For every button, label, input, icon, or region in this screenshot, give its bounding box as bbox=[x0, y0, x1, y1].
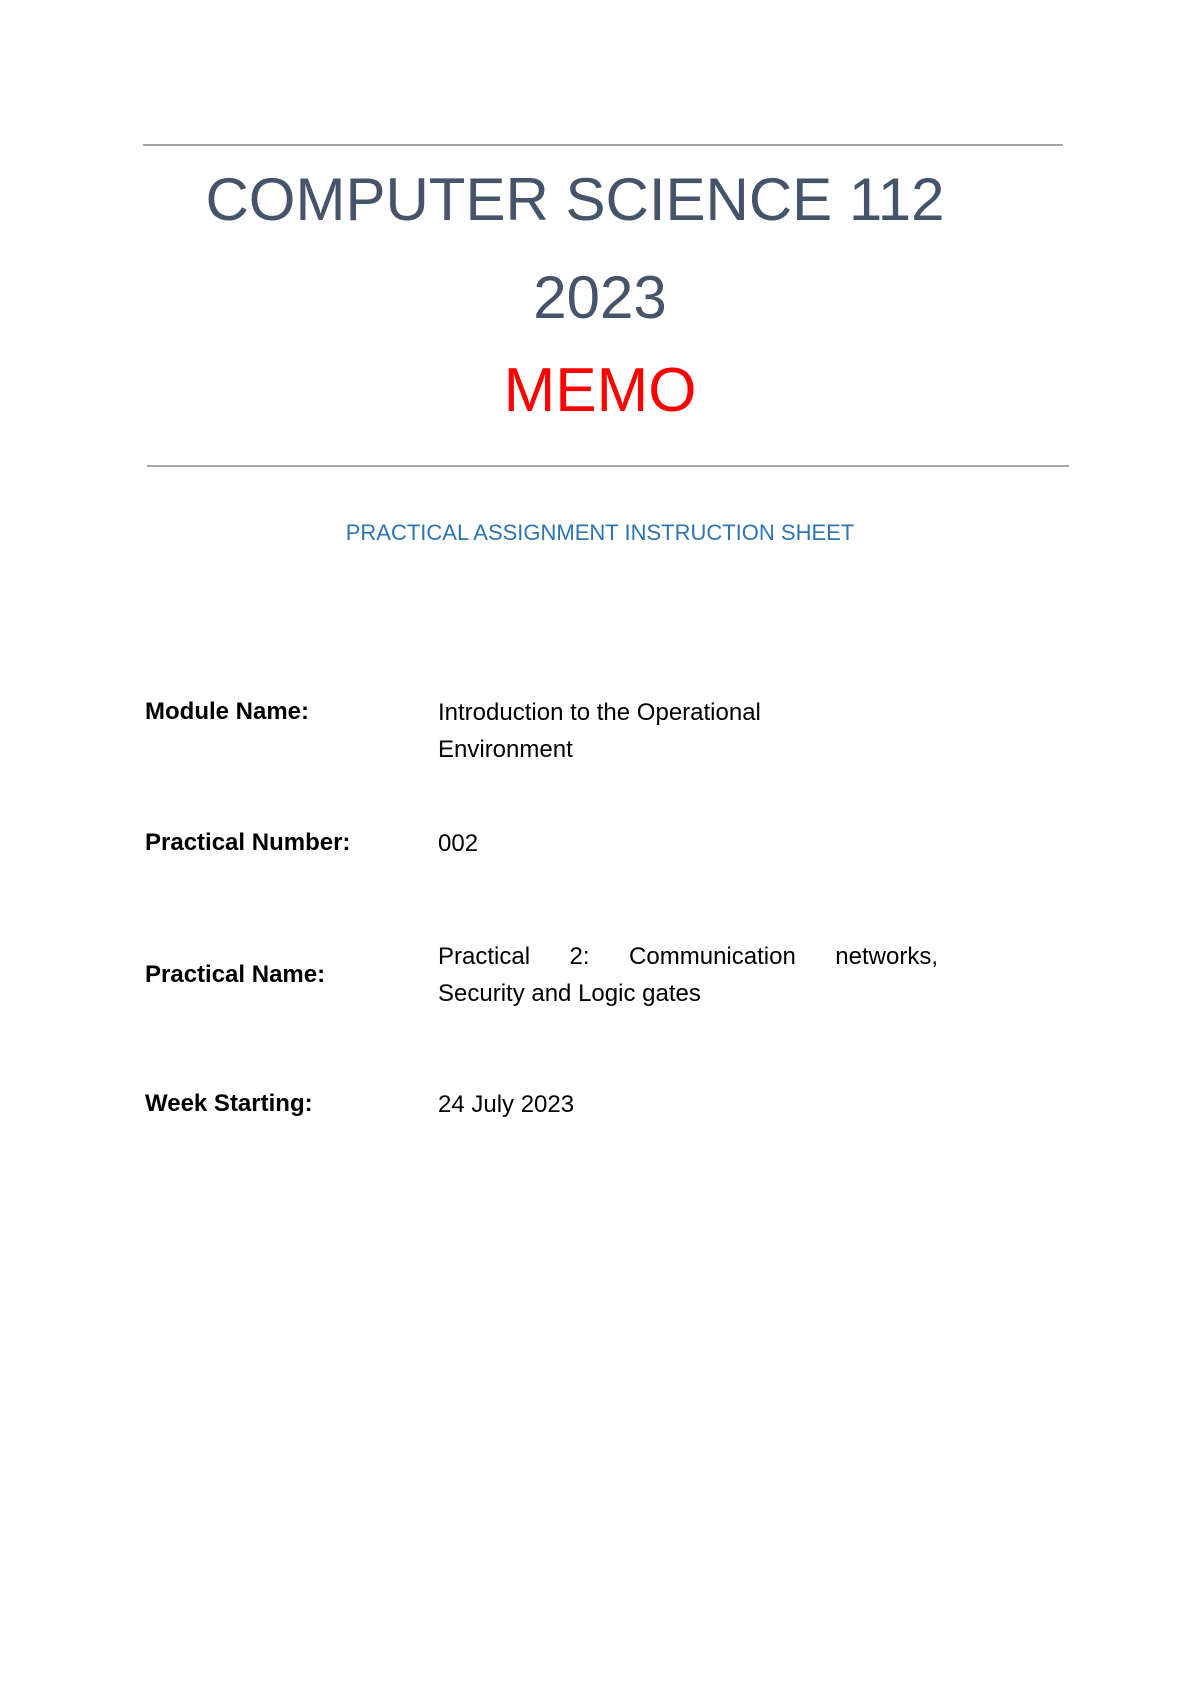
practical-name-value-line1: Practical 2: Communication networks, bbox=[438, 943, 938, 970]
course-year: 2023 bbox=[533, 264, 667, 331]
practical-name-label: Practical Name: bbox=[145, 961, 326, 988]
practical-number-label: Practical Number: bbox=[145, 829, 351, 856]
module-name-value-line1: Introduction to the Operational bbox=[438, 699, 761, 726]
week-starting-value: 24 July 2023 bbox=[438, 1091, 575, 1118]
document-subtitle: PRACTICAL ASSIGNMENT INSTRUCTION SHEET bbox=[345, 520, 855, 545]
module-name-label: Module Name: bbox=[145, 698, 310, 725]
practical-name-value-line2: Security and Logic gates bbox=[438, 980, 701, 1007]
top-divider bbox=[143, 144, 1063, 146]
module-name-value bbox=[438, 694, 938, 768]
practical-name-value bbox=[438, 938, 938, 1012]
module-name-value-line2: Environment bbox=[438, 736, 573, 763]
memo-heading: MEMO bbox=[503, 356, 697, 425]
practical-number-value: 002 bbox=[438, 830, 479, 857]
bottom-divider bbox=[147, 465, 1069, 467]
course-title: COMPUTER SCIENCE 112 bbox=[205, 166, 945, 233]
week-starting-label: Week Starting: bbox=[145, 1090, 313, 1117]
